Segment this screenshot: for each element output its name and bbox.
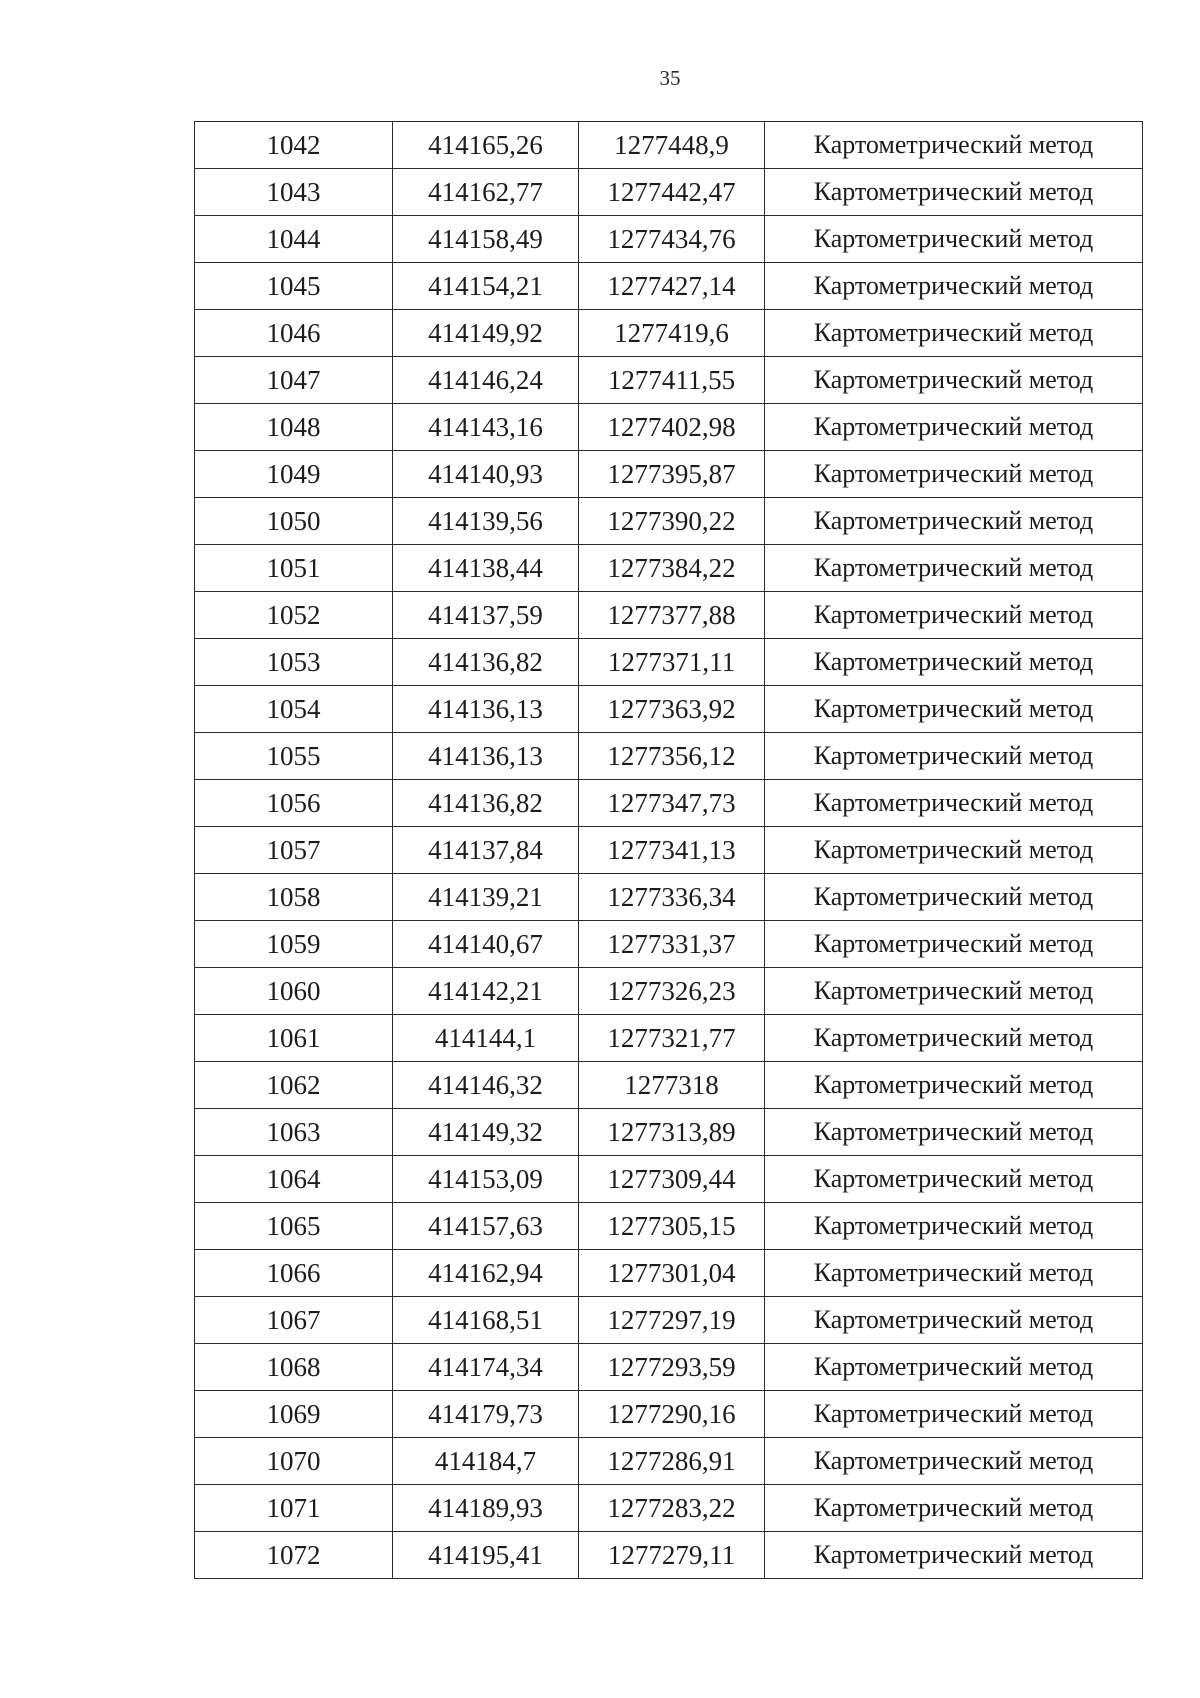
table-row <box>195 169 1143 216</box>
table-row <box>195 1391 1143 1438</box>
method-cell: Картометрический метод <box>765 357 1143 404</box>
method-cell: Картометрический метод <box>765 1344 1143 1391</box>
method-cell: Картометрический метод <box>765 921 1143 968</box>
x-coordinate-cell: 414149,92 <box>393 310 579 357</box>
y-coordinate-cell: 1277390,22 <box>579 498 765 545</box>
x-coordinate-cell: 414136,82 <box>393 639 579 686</box>
method-cell: Картометрический метод <box>765 1156 1143 1203</box>
method-cell: Картометрический метод <box>765 733 1143 780</box>
x-coordinate-cell: 414139,21 <box>393 874 579 921</box>
y-coordinate-cell: 1277411,55 <box>579 357 765 404</box>
table-row <box>195 1015 1143 1062</box>
table-row <box>195 1250 1143 1297</box>
y-coordinate-cell: 1277377,88 <box>579 592 765 639</box>
point-number-cell: 1062 <box>195 1062 393 1109</box>
coordinates-table <box>194 121 1143 1579</box>
point-number-cell: 1068 <box>195 1344 393 1391</box>
y-coordinate-cell: 1277293,59 <box>579 1344 765 1391</box>
method-cell: Картометрический метод <box>765 1250 1143 1297</box>
y-coordinate-cell: 1277297,19 <box>579 1297 765 1344</box>
y-coordinate-cell: 1277290,16 <box>579 1391 765 1438</box>
point-number-cell: 1043 <box>195 169 393 216</box>
method-cell: Картометрический метод <box>765 1015 1143 1062</box>
y-coordinate-cell: 1277402,98 <box>579 404 765 451</box>
point-number-cell: 1056 <box>195 780 393 827</box>
x-coordinate-cell: 414146,32 <box>393 1062 579 1109</box>
x-coordinate-cell: 414136,13 <box>393 733 579 780</box>
x-coordinate-cell: 414144,1 <box>393 1015 579 1062</box>
y-coordinate-cell: 1277442,47 <box>579 169 765 216</box>
table-row <box>195 216 1143 263</box>
method-cell: Картометрический метод <box>765 169 1143 216</box>
x-coordinate-cell: 414142,21 <box>393 968 579 1015</box>
x-coordinate-cell: 414140,67 <box>393 921 579 968</box>
point-number-cell: 1046 <box>195 310 393 357</box>
method-cell: Картометрический метод <box>765 1062 1143 1109</box>
point-number-cell: 1053 <box>195 639 393 686</box>
method-cell: Картометрический метод <box>765 1203 1143 1250</box>
x-coordinate-cell: 414143,16 <box>393 404 579 451</box>
y-coordinate-cell: 1277427,14 <box>579 263 765 310</box>
x-coordinate-cell: 414136,13 <box>393 686 579 733</box>
x-coordinate-cell: 414179,73 <box>393 1391 579 1438</box>
point-number-cell: 1066 <box>195 1250 393 1297</box>
coordinates-table-body <box>195 122 1143 1579</box>
table-row <box>195 545 1143 592</box>
table-row <box>195 310 1143 357</box>
table-row <box>195 686 1143 733</box>
y-coordinate-cell: 1277434,76 <box>579 216 765 263</box>
method-cell: Картометрический метод <box>765 545 1143 592</box>
x-coordinate-cell: 414137,59 <box>393 592 579 639</box>
point-number-cell: 1064 <box>195 1156 393 1203</box>
table-row <box>195 1344 1143 1391</box>
y-coordinate-cell: 1277326,23 <box>579 968 765 1015</box>
x-coordinate-cell: 414157,63 <box>393 1203 579 1250</box>
y-coordinate-cell: 1277309,44 <box>579 1156 765 1203</box>
method-cell: Картометрический метод <box>765 310 1143 357</box>
point-number-cell: 1047 <box>195 357 393 404</box>
table-row <box>195 1109 1143 1156</box>
point-number-cell: 1050 <box>195 498 393 545</box>
x-coordinate-cell: 414154,21 <box>393 263 579 310</box>
method-cell: Картометрический метод <box>765 780 1143 827</box>
y-coordinate-cell: 1277286,91 <box>579 1438 765 1485</box>
y-coordinate-cell: 1277448,9 <box>579 122 765 169</box>
method-cell: Картометрический метод <box>765 404 1143 451</box>
method-cell: Картометрический метод <box>765 968 1143 1015</box>
y-coordinate-cell: 1277384,22 <box>579 545 765 592</box>
point-number-cell: 1063 <box>195 1109 393 1156</box>
point-number-cell: 1042 <box>195 122 393 169</box>
table-row <box>195 451 1143 498</box>
y-coordinate-cell: 1277371,11 <box>579 639 765 686</box>
method-cell: Картометрический метод <box>765 216 1143 263</box>
table-row <box>195 968 1143 1015</box>
table-row <box>195 357 1143 404</box>
table-row <box>195 122 1143 169</box>
table-row <box>195 733 1143 780</box>
x-coordinate-cell: 414195,41 <box>393 1532 579 1579</box>
table-row <box>195 263 1143 310</box>
point-number-cell: 1048 <box>195 404 393 451</box>
x-coordinate-cell: 414139,56 <box>393 498 579 545</box>
table-row <box>195 1485 1143 1532</box>
method-cell: Картометрический метод <box>765 122 1143 169</box>
table-row <box>195 780 1143 827</box>
method-cell: Картометрический метод <box>765 686 1143 733</box>
y-coordinate-cell: 1277301,04 <box>579 1250 765 1297</box>
x-coordinate-cell: 414137,84 <box>393 827 579 874</box>
x-coordinate-cell: 414136,82 <box>393 780 579 827</box>
table-row <box>195 1203 1143 1250</box>
point-number-cell: 1071 <box>195 1485 393 1532</box>
table-row <box>195 1156 1143 1203</box>
table-row <box>195 592 1143 639</box>
method-cell: Картометрический метод <box>765 451 1143 498</box>
x-coordinate-cell: 414138,44 <box>393 545 579 592</box>
table-row <box>195 1532 1143 1579</box>
y-coordinate-cell: 1277395,87 <box>579 451 765 498</box>
y-coordinate-cell: 1277318 <box>579 1062 765 1109</box>
method-cell: Картометрический метод <box>765 1485 1143 1532</box>
method-cell: Картометрический метод <box>765 498 1143 545</box>
point-number-cell: 1054 <box>195 686 393 733</box>
point-number-cell: 1059 <box>195 921 393 968</box>
y-coordinate-cell: 1277356,12 <box>579 733 765 780</box>
x-coordinate-cell: 414184,7 <box>393 1438 579 1485</box>
table-row <box>195 874 1143 921</box>
x-coordinate-cell: 414162,94 <box>393 1250 579 1297</box>
x-coordinate-cell: 414162,77 <box>393 169 579 216</box>
point-number-cell: 1051 <box>195 545 393 592</box>
method-cell: Картометрический метод <box>765 1532 1143 1579</box>
y-coordinate-cell: 1277279,11 <box>579 1532 765 1579</box>
table-row <box>195 827 1143 874</box>
point-number-cell: 1058 <box>195 874 393 921</box>
point-number-cell: 1070 <box>195 1438 393 1485</box>
x-coordinate-cell: 414189,93 <box>393 1485 579 1532</box>
method-cell: Картометрический метод <box>765 592 1143 639</box>
x-coordinate-cell: 414140,93 <box>393 451 579 498</box>
table-row <box>195 1297 1143 1344</box>
point-number-cell: 1072 <box>195 1532 393 1579</box>
point-number-cell: 1065 <box>195 1203 393 1250</box>
point-number-cell: 1060 <box>195 968 393 1015</box>
y-coordinate-cell: 1277331,37 <box>579 921 765 968</box>
method-cell: Картометрический метод <box>765 1297 1143 1344</box>
y-coordinate-cell: 1277283,22 <box>579 1485 765 1532</box>
y-coordinate-cell: 1277347,73 <box>579 780 765 827</box>
table-row <box>195 639 1143 686</box>
x-coordinate-cell: 414168,51 <box>393 1297 579 1344</box>
y-coordinate-cell: 1277321,77 <box>579 1015 765 1062</box>
x-coordinate-cell: 414146,24 <box>393 357 579 404</box>
point-number-cell: 1067 <box>195 1297 393 1344</box>
x-coordinate-cell: 414165,26 <box>393 122 579 169</box>
point-number-cell: 1055 <box>195 733 393 780</box>
point-number-cell: 1061 <box>195 1015 393 1062</box>
method-cell: Картометрический метод <box>765 1438 1143 1485</box>
method-cell: Картометрический метод <box>765 827 1143 874</box>
point-number-cell: 1045 <box>195 263 393 310</box>
table-row <box>195 404 1143 451</box>
point-number-cell: 1069 <box>195 1391 393 1438</box>
table-row <box>195 1062 1143 1109</box>
y-coordinate-cell: 1277363,92 <box>579 686 765 733</box>
point-number-cell: 1044 <box>195 216 393 263</box>
point-number-cell: 1049 <box>195 451 393 498</box>
method-cell: Картометрический метод <box>765 639 1143 686</box>
y-coordinate-cell: 1277305,15 <box>579 1203 765 1250</box>
table-row <box>195 1438 1143 1485</box>
point-number-cell: 1052 <box>195 592 393 639</box>
x-coordinate-cell: 414158,49 <box>393 216 579 263</box>
method-cell: Картометрический метод <box>765 1109 1143 1156</box>
y-coordinate-cell: 1277341,13 <box>579 827 765 874</box>
x-coordinate-cell: 414174,34 <box>393 1344 579 1391</box>
y-coordinate-cell: 1277336,34 <box>579 874 765 921</box>
method-cell: Картометрический метод <box>765 263 1143 310</box>
y-coordinate-cell: 1277419,6 <box>579 310 765 357</box>
method-cell: Картометрический метод <box>765 1391 1143 1438</box>
point-number-cell: 1057 <box>195 827 393 874</box>
x-coordinate-cell: 414149,32 <box>393 1109 579 1156</box>
page-number: 35 <box>659 66 681 90</box>
method-cell: Картометрический метод <box>765 874 1143 921</box>
table-row <box>195 498 1143 545</box>
table-row <box>195 921 1143 968</box>
y-coordinate-cell: 1277313,89 <box>579 1109 765 1156</box>
x-coordinate-cell: 414153,09 <box>393 1156 579 1203</box>
